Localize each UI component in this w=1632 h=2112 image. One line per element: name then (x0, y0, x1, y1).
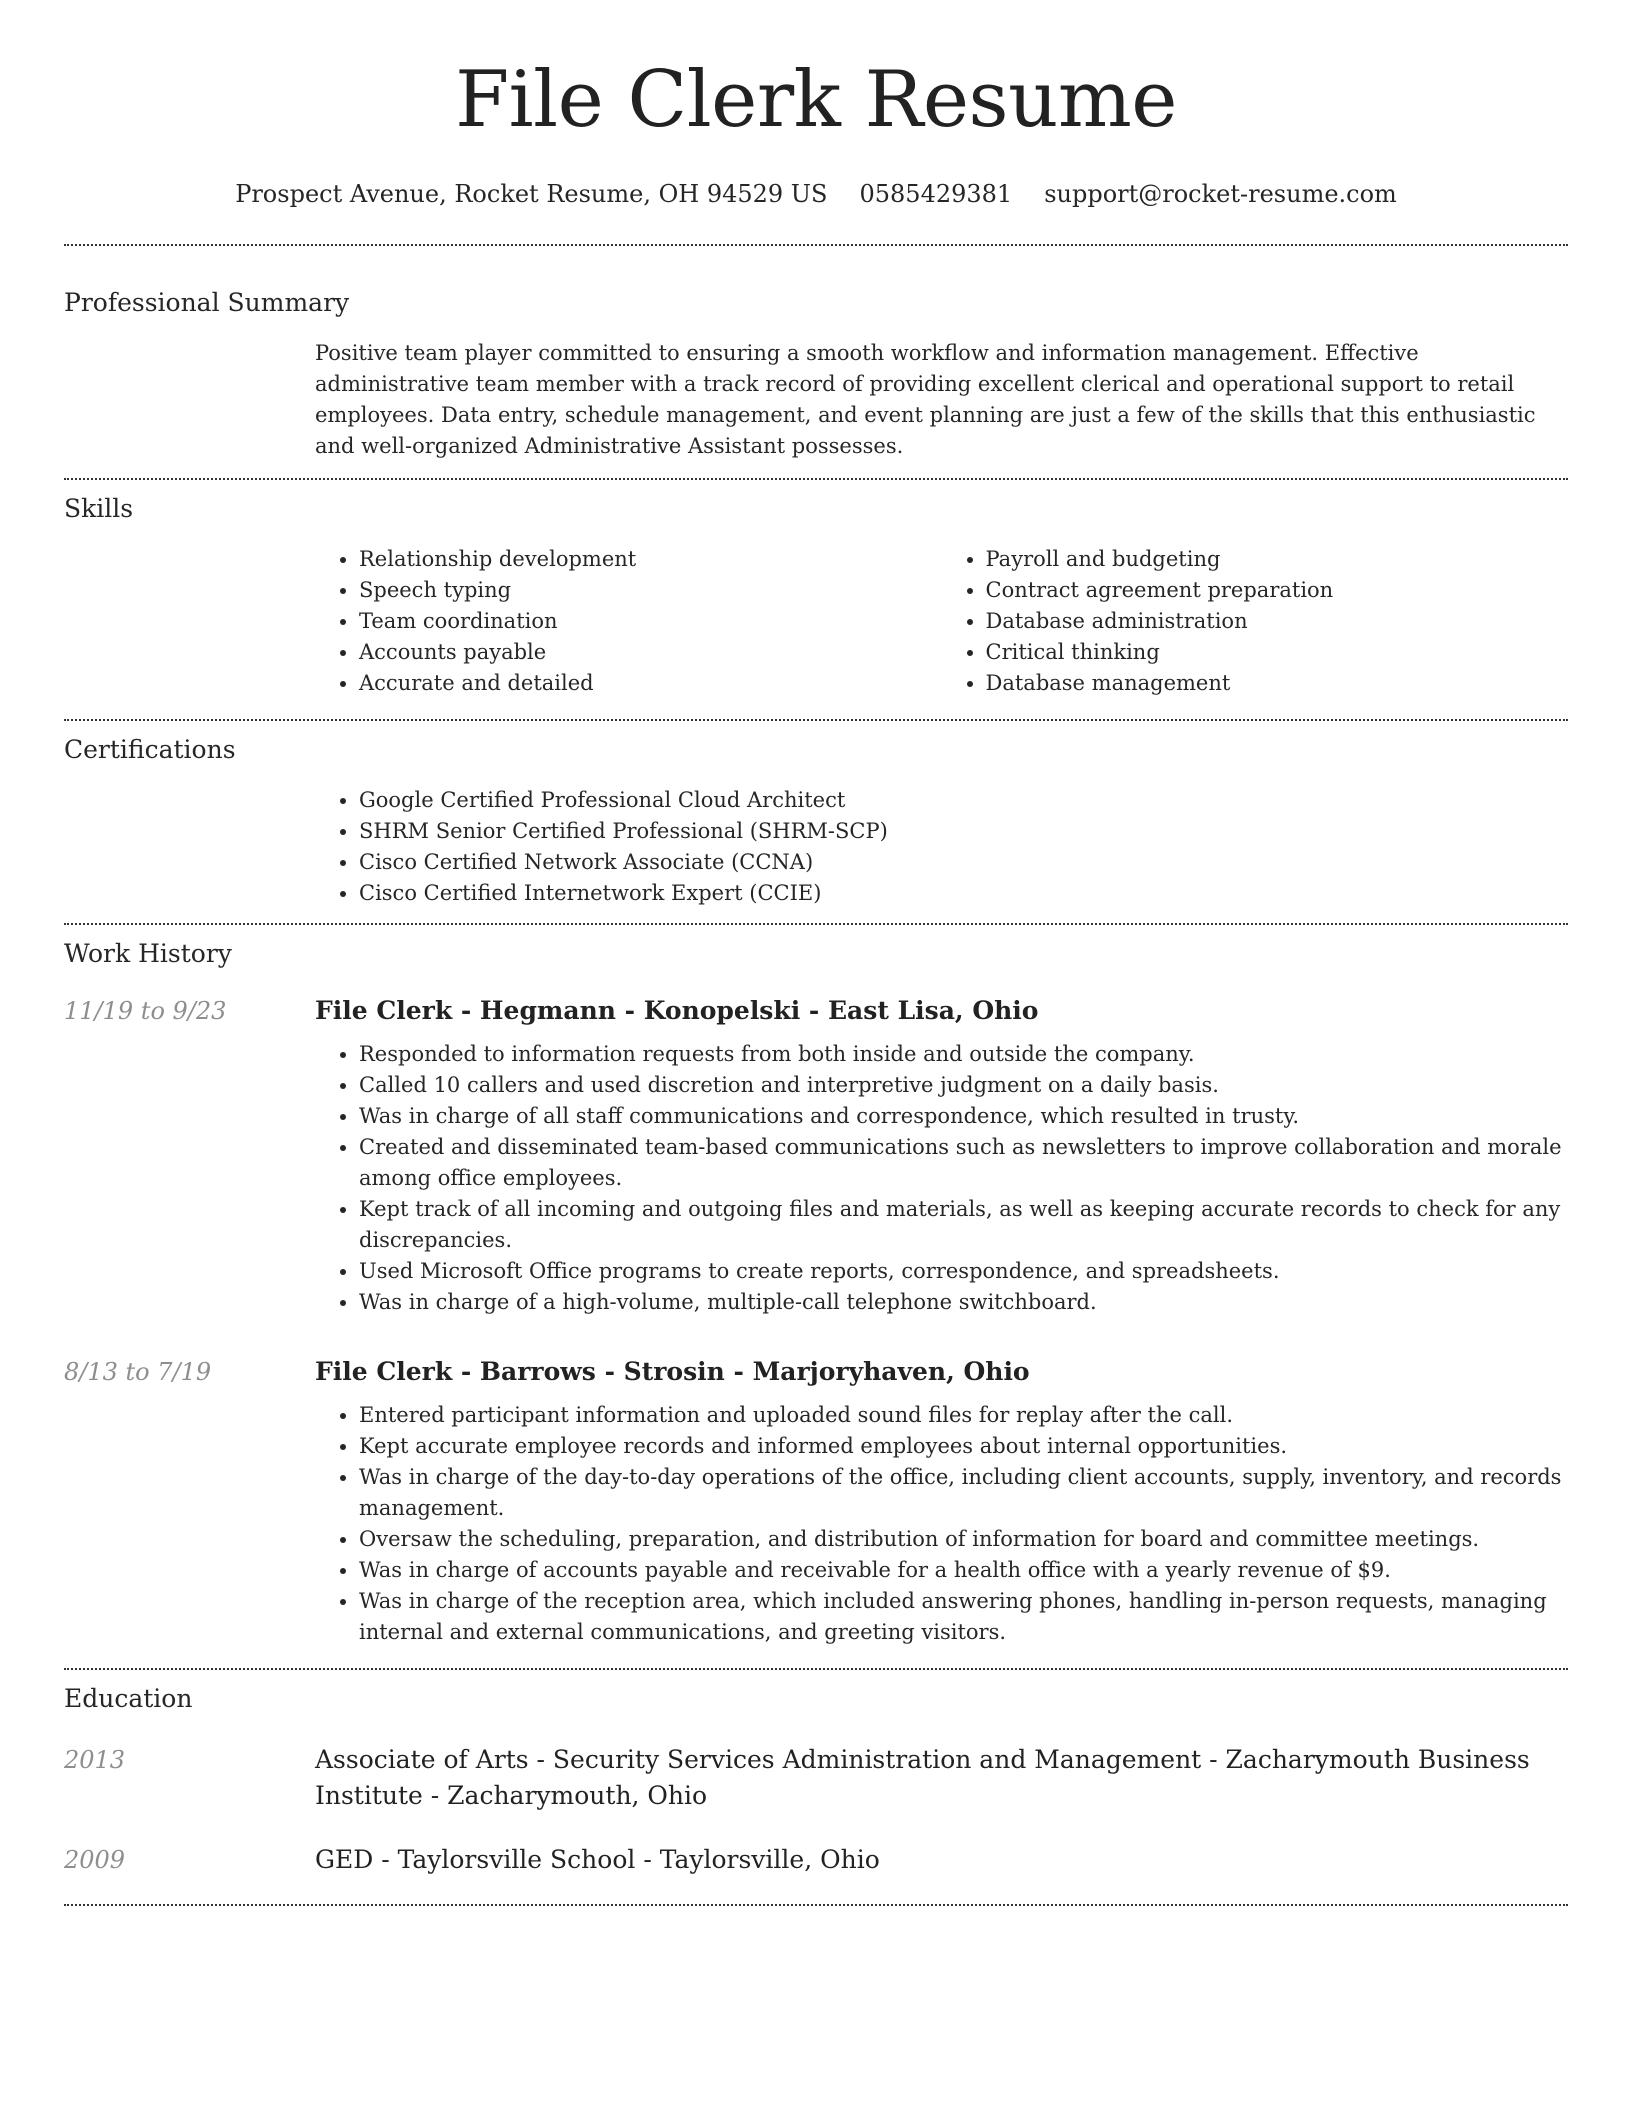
job-dates: 11/19 to 9/23 (64, 997, 227, 1025)
job-bullet: • Was in charge of the day-to-day operations of the office, including client accounts, supply, inventory, and records management. (359, 1462, 1568, 1524)
skill-item: • Database administration (986, 606, 1569, 637)
certification-item: • Google Certified Professional Cloud Architect (359, 785, 1568, 816)
job-bullet: • Called 10 callers and used discretion and interpretive judgment on a daily basis. (359, 1070, 1568, 1101)
divider (64, 1904, 1568, 1906)
job-content (315, 993, 1568, 1318)
professional-summary-section (64, 246, 1568, 478)
skill-item: • Critical thinking (986, 637, 1569, 668)
education-section (64, 1670, 1568, 1904)
skill-item: • Contract agreement preparation (986, 575, 1569, 606)
resume-page (64, 0, 1568, 1906)
certifications-content (315, 785, 1568, 909)
skill-item: • Team coordination (359, 606, 942, 637)
certification-item: • Cisco Certified Network Associate (CCNA) (359, 847, 1568, 878)
section-title-education: Education (64, 1684, 193, 1713)
education-title: Associate of Arts - Security Services Administration and Management - Zacharymouth Business Institute - Zacharymouth, Ohio (315, 1745, 1530, 1810)
section-title-skills: Skills (64, 494, 134, 523)
summary-text: Positive team player committed to ensuring a smooth workflow and information management. Effective administrative team member with a track record of providing excellent clerical and operational support to retail employees. Data entry, schedule management, and event planning are just a few of the skills that this enthusiastic and well-organized Administrative Assistant possesses. (315, 341, 1536, 458)
section-title-work-history: Work History (64, 939, 232, 968)
job-bullets (315, 1400, 1568, 1648)
education-year: 2013 (64, 1746, 126, 1774)
job-bullet: • Used Microsoft Office programs to create reports, correspondence, and spreadsheets. (359, 1256, 1568, 1287)
education-entry (64, 1742, 1568, 1814)
job-title: File Clerk - Barrows - Strosin - Marjoryhaven, Ohio (315, 1357, 1030, 1386)
job-bullet: • Was in charge of accounts payable and receivable for a health office with a yearly revenue of $9. (359, 1555, 1568, 1586)
skills-section (64, 480, 1568, 719)
education-content (315, 1742, 1568, 1814)
contact-email[interactable]: support@rocket-resume.com (1044, 180, 1397, 208)
certifications-list (315, 785, 1568, 909)
certification-item: • SHRM Senior Certified Professional (SHRM-SCP) (359, 816, 1568, 847)
skill-item: • Accurate and detailed (359, 668, 942, 699)
education-entry (64, 1842, 1568, 1878)
education-content (315, 1842, 1568, 1878)
contact-phone: 0585429381 (859, 180, 1013, 208)
work-history-section (64, 925, 1568, 1668)
job-bullet: • Was in charge of a high-volume, multiple-call telephone switchboard. (359, 1287, 1568, 1318)
job-bullet: • Was in charge of the reception area, which included answering phones, handling in-person requests, managing internal and external communications, and greeting visitors. (359, 1586, 1568, 1648)
skill-item: • Accounts payable (359, 637, 942, 668)
resume-title: File Clerk Resume (455, 55, 1177, 145)
contact-line (64, 178, 1568, 210)
job-bullet: • Oversaw the scheduling, preparation, and distribution of information for board and committee meetings. (359, 1524, 1568, 1555)
job-entry (64, 1354, 1568, 1648)
skill-item: • Database management (986, 668, 1569, 699)
job-dates: 8/13 to 7/19 (64, 1358, 212, 1386)
skills-grid (315, 544, 1568, 699)
certifications-section (64, 721, 1568, 923)
job-content (315, 1354, 1568, 1648)
job-entry (64, 993, 1568, 1318)
skill-item: • Payroll and budgeting (986, 544, 1569, 575)
job-bullets (315, 1039, 1568, 1318)
job-bullet: • Responded to information requests from both inside and outside the company. (359, 1039, 1568, 1070)
summary-content (315, 338, 1568, 462)
education-title: GED - Taylorsville School - Taylorsville, Ohio (315, 1845, 880, 1874)
skills-list-left (315, 544, 942, 699)
skills-list-right (942, 544, 1569, 699)
skill-item: • Relationship development (359, 544, 942, 575)
job-bullet: • Kept track of all incoming and outgoing files and materials, as well as keeping accurate records to check for any discrepancies. (359, 1194, 1568, 1256)
section-title-certifications: Certifications (64, 735, 236, 764)
job-bullet: • Was in charge of all staff communications and correspondence, which resulted in trusty. (359, 1101, 1568, 1132)
job-bullet: • Entered participant information and uploaded sound files for replay after the call. (359, 1400, 1568, 1431)
education-year: 2009 (64, 1846, 126, 1874)
certification-item: • Cisco Certified Internetwork Expert (CCIE) (359, 878, 1568, 909)
job-bullet: • Created and disseminated team-based communications such as newsletters to improve collaboration and morale among office employees. (359, 1132, 1568, 1194)
resume-header (64, 0, 1568, 210)
job-bullet: • Kept accurate employee records and informed employees about internal opportunities. (359, 1431, 1568, 1462)
contact-address: Prospect Avenue, Rocket Resume, OH 94529 US (235, 180, 828, 208)
skill-item: • Speech typing (359, 575, 942, 606)
section-title-summary: Professional Summary (64, 288, 350, 317)
job-title: File Clerk - Hegmann - Konopelski - East Lisa, Ohio (315, 996, 1039, 1025)
